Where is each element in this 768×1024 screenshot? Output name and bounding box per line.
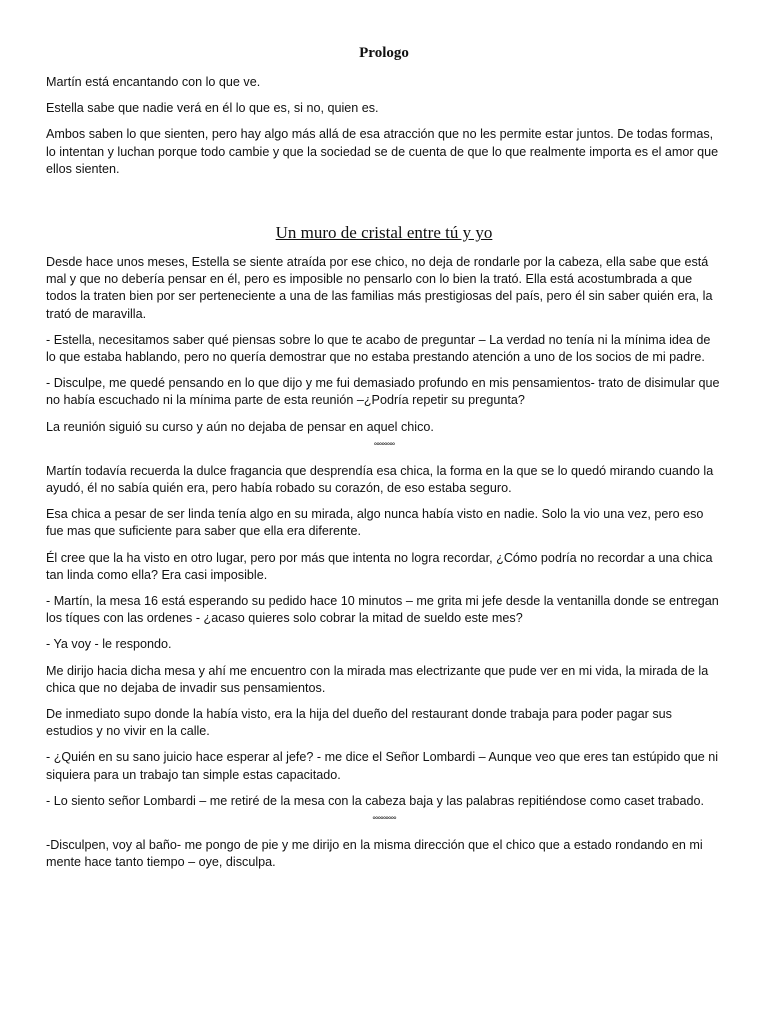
body-paragraph: Él cree que la ha visto en otro lugar, pero por más que intenta no logra recordar, ¿Cómo podría no recordar a una chica tan linda como ella? Era casi imposible. [46,550,713,582]
chapter-title: Un muro de cristal entre tú y yo [275,223,493,243]
section-separator: °°°°°°°°° [372,815,396,826]
body-paragraph: - ¿Quién en su sano juicio hace esperar al jefe? - me dice el Señor Lombardi – Aunque veo que eres tan estúpido que ni siquiera para un trabajo tan simple estas capacitado. [46,750,719,782]
prologue-paragraph: Ambos saben lo que sienten, pero hay algo más allá de esa atracción que no les permite estar juntos. De todas formas, lo intentan y luchan porque todo cambie y que la sociedad se de cuenta de que lo que realmente importa es el amor que ellos sienten. [46,127,719,176]
body-paragraph: De inmediato supo donde la había visto, era la hija del dueño del restaurant donde trabaja para poder pagar sus estudios y no vivir en la calle. [46,707,672,739]
body-paragraph: - Martín, la mesa 16 está esperando su pedido hace 10 minutos – me grita mi jefe desde la ventanilla donde se entregan los tíques con las ordenes - ¿acaso quieres solo cobrar la mitad de sueldo este mes? [46,594,719,626]
body-paragraph: - Estella, necesitamos saber qué piensas sobre lo que te acabo de preguntar – La verdad no tenía ni la mínima idea de lo que estaba hablando, pero no quería demostrar que no estaba prestando atención a uno de los socios de mi padre. [46,332,711,365]
prologue-title: Prologo [359,45,409,61]
document-page [46,44,722,881]
section-separator: °°°°°°°° [373,440,395,451]
body-paragraph: Desde hace unos meses, Estella se siente atraída por ese chico, no deja de rondarle por la cabeza, ella sabe que está mal y que no debería pensar en él, pero es imposible no pensarlo con lo bien la trató. Ella está acostumbrada a que todos la traten bien por ser perteneciente a una de las familias más prestigiosas del país, pero él sin saber quién era, la trató de maravilla. [46,255,713,321]
body-paragraph: Martín todavía recuerda la dulce fragancia que desprendía esa chica, la forma en la que se lo quedó mirando cuando la ayudó, él no sabía quién era, pero había robado su corazón, de eso estaba seguro. [46,463,714,496]
body-paragraph: Esa chica a pesar de ser linda tenía algo en su mirada, algo nunca había visto en nadie. Solo la vio una vez, pero eso fue mas que suficiente para saber que ella era diferente. [46,507,704,539]
body-paragraph: -Disculpen, voy al baño- me pongo de pie y me dirijo en la misma dirección que el chico que a estado rondando en mi mente hace tanto tiempo – oye, disculpa. [46,838,703,870]
body-paragraph: La reunión siguió su curso y aún no dejaba de pensar en aquel chico. [46,419,434,434]
prologue-paragraph: Martín está encantando con lo que ve. [46,75,261,89]
body-paragraph: - Lo siento señor Lombardi – me retiré de la mesa con la cabeza baja y las palabras repitiéndose como caset trabado. [46,793,705,808]
body-paragraph: - Disculpe, me quedé pensando en lo que dijo y me fui demasiado profundo en mis pensamientos- trato de disimular que no había escuchado ni la mínima parte de esta reunión –¿Podría repetir su pregunta? [46,376,720,408]
body-paragraph: Me dirijo hacia dicha mesa y ahí me encuentro con la mirada mas electrizante que pude ver en mi vida, la mirada de la chica que no dejaba de invadir sus pensamientos. [46,663,709,695]
body-paragraph: - Ya voy - le respondo. [46,637,172,652]
prologue-paragraph: Estella sabe que nadie verá en él lo que es, si no, quien es. [46,101,379,116]
